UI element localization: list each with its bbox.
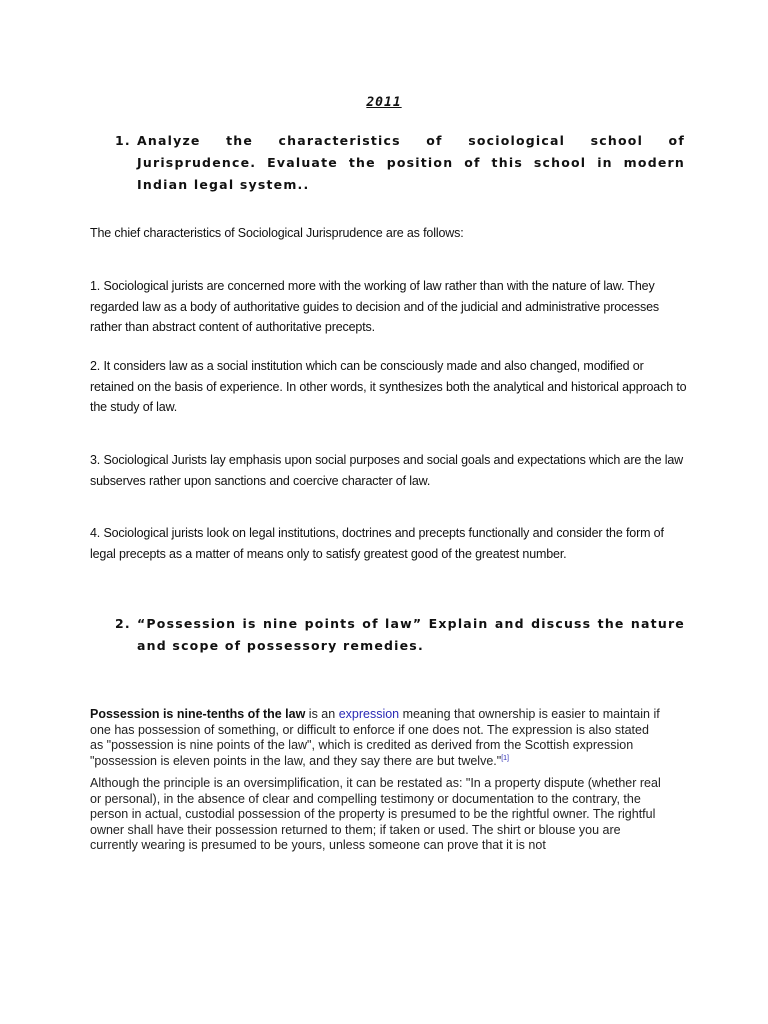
wiki-paragraph-1 bbox=[90, 707, 662, 769]
characteristic-point-4: 4. Sociological jurists look on legal institutions, doctrines and precepts functionally and consider the form of legal precepts as a matter of means only to satisfy greatest good of the greatest number. bbox=[90, 526, 664, 561]
characteristic-point-3: 3. Sociological Jurists lay emphasis upon social purposes and social goals and expectations which are the law subserves rather upon sanctions and coercive character of law. bbox=[90, 453, 684, 488]
wiki-bold-term: Possession is nine-tenths of the law bbox=[90, 707, 306, 721]
question-2-text: “Possession is nine points of law” Explain and discuss the nature and scope of possessory remedies. bbox=[137, 616, 685, 653]
characteristic-point-2: 2. It considers law as a social institution which can be consciously made and also changed, modified or retained on the basis of experience. In other words, it synthesizes both the analytical and historical approach to the study of law. bbox=[90, 359, 687, 414]
wiki-paragraph-1-rest: meaning that ownership is easier to maintain if one has possession of something, or difficult to enforce if one does not. The expression is also stated as "possession is nine points of the law", which is credited as derived from the Scottish expression "possession is eleven points in the law, and they say there are but twelve." bbox=[90, 707, 660, 768]
question-2 bbox=[115, 613, 685, 657]
wiki-paragraph-2: Although the principle is an oversimplification, it can be restated as: "In a property dispute (whether real or personal), in the absence of clear and compelling testimony or documentation to the contrary, the person in actual, custodial possession of the property is presumed to be the rightful owner. The rightful owner shall have their possession returned to them; if taken or used. The shirt or blouse you are currently wearing is presumed to be yours, unless someone can prove that it is not bbox=[90, 776, 661, 853]
reference-link[interactable]: [1] bbox=[501, 754, 509, 762]
question-1-number: 1. bbox=[115, 133, 131, 148]
characteristic-point-1: 1. Sociological jurists are concerned more with the working of law rather than with the nature of law. They regarded law as a body of authoritative guides to decision and of the judicial and administrative processes rather than abstract content of authoritative precepts. bbox=[90, 279, 660, 334]
question-1-text: Analyze the characteristics of sociological school of Jurisprudence. Evaluate the position of this school in modern Indian legal system.. bbox=[137, 133, 685, 192]
year-heading: 2011 bbox=[366, 95, 402, 110]
question-1 bbox=[115, 130, 685, 196]
intro-paragraph: The chief characteristics of Sociological Jurisprudence are as follows: bbox=[90, 226, 464, 240]
expression-link[interactable]: expression bbox=[338, 707, 400, 721]
wiki-is-an: is an bbox=[305, 707, 339, 721]
question-2-number: 2. bbox=[115, 616, 131, 631]
